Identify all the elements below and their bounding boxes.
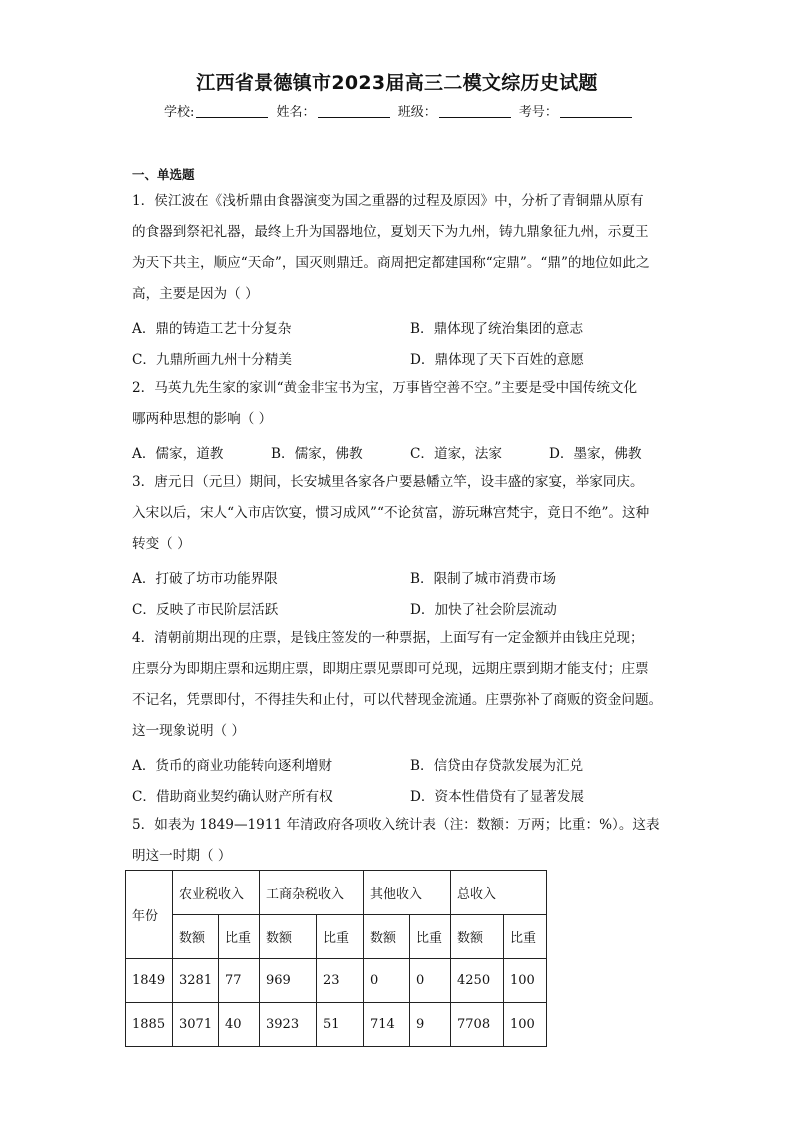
sub-header: 比重 [410,915,451,959]
table-cell: 7708 [451,1003,504,1047]
stem-line: 5．如表为 1849—1911 年清政府各项收入统计表（注：数额：万两；比重：%）。这表 [132,817,660,833]
q2-option-a[interactable]: A．儒家，道教 [132,446,224,462]
table-row [126,1003,547,1047]
table-cell: 77 [219,959,260,1003]
stem-line: 为天下共主，顺应“天命”，国灭则鼎迁。商周把定都建国称“定鼎”。“鼎”的地位如此之 [132,255,650,271]
stem-line: 明这一时期（ ） [132,848,232,864]
stem-line: 2．马英九先生家的家训“黄金非宝书为宝，万事皆空善不空。”主要是受中国传统文化 [132,380,638,396]
question-3-stem [132,467,664,560]
stem-line: 入宋以后，宋人“入市店饮宴，惯习成风”“不论贫富，游玩琳宫梵宇，竟日不绝”。这种 [132,505,650,521]
stem-line: 的食器到祭祀礼器，最终上升为国器地位，夏划天下为九州，铸九鼎象征九州，示夏王 [132,224,649,240]
q1-option-c[interactable]: C．九鼎所画九州十分精美 [132,352,292,368]
q4-option-b[interactable]: B．信贷由存贷款发展为汇兑 [410,758,584,774]
table-cell: 3071 [173,1003,219,1047]
q3-option-a[interactable]: A．打破了坊市功能界限 [132,571,278,587]
table-cell: 0 [364,959,410,1003]
stem-line: 3．唐元日（元旦）期间，长安城里各家各户要悬幡立竿，设丰盛的家宴，举家同庆。 [132,474,644,490]
class-label: 班级： [397,105,437,120]
question-2-stem [132,373,664,435]
stem-line: 1．侯江波在《浅析鼎由食器演变为国之重器的过程及原因》中，分析了青铜鼎从原有 [132,193,644,209]
table-cell: 0 [410,959,451,1003]
table-cell: 3281 [173,959,219,1003]
stem-line: 高，主要是因为（ ） [132,286,259,302]
sub-header: 比重 [504,915,547,959]
q2-option-d[interactable]: D．墨家，佛教 [549,446,642,462]
question-1-stem [132,186,664,310]
table-row [126,959,547,1003]
table-cell: 40 [219,1003,260,1047]
year-header: 年份 [126,871,173,959]
name-blank[interactable] [318,104,390,118]
page-title: 江西省景德镇市2023届高三二模文综历史试题 [196,72,598,94]
q4-option-c[interactable]: C．借助商业契约确认财产所有权 [132,789,333,805]
q2-option-c[interactable]: C．道家，法家 [410,446,502,462]
q2-option-b[interactable]: B．儒家，佛教 [271,446,363,462]
sub-header: 比重 [219,915,260,959]
q4-option-a[interactable]: A．货币的商业功能转向逐利增财 [132,758,333,774]
table-cell: 3923 [260,1003,317,1047]
school-label: 学校: [164,105,195,120]
table-cell: 1885 [126,1003,173,1047]
table-cell: 100 [504,959,547,1003]
table-cell: 9 [410,1003,451,1047]
section-heading: 一、单选题 [132,167,195,182]
group-header: 农业税收入 [173,871,260,915]
table-cell: 969 [260,959,317,1003]
sub-header: 数额 [260,915,317,959]
stem-line: 转变（ ） [132,536,191,552]
q4-option-d[interactable]: D．资本性借贷有了显著发展 [410,789,585,805]
stem-line: 不记名，凭票即付，不得挂失和止付，可以代替现金流通。庄票弥补了商贩的资金问题。 [132,692,663,708]
stem-line: 4．清朝前期出现的庄票，是钱庄签发的一种票据，上面写有一定金额并由钱庄兑现； [132,630,644,646]
stem-line: 哪两种思想的影响（ ） [132,411,273,427]
table-cell: 51 [317,1003,364,1047]
sub-header: 数额 [173,915,219,959]
class-blank[interactable] [439,104,511,118]
exam-number-blank[interactable] [560,104,632,118]
sub-header: 数额 [364,915,410,959]
revenue-table [125,870,547,1047]
q3-option-c[interactable]: C．反映了市民阶层活跃 [132,602,279,618]
question-5-stem [132,810,664,872]
student-info-line [164,101,636,120]
sub-header: 比重 [317,915,364,959]
question-4-stem [132,623,664,747]
name-label: 姓名： [276,105,316,120]
table-cell: 23 [317,959,364,1003]
stem-line: 这一现象说明（ ） [132,723,246,739]
q1-option-b[interactable]: B．鼎体现了统治集团的意志 [410,321,584,337]
stem-line: 庄票分为即期庄票和远期庄票，即期庄票见票即可兑现，远期庄票到期才能支付；庄票 [132,661,649,677]
school-blank[interactable] [196,104,268,118]
q3-option-d[interactable]: D．加快了社会阶层流动 [410,602,557,618]
group-header: 总收入 [451,871,547,915]
table-cell: 714 [364,1003,410,1047]
group-header: 其他收入 [364,871,451,915]
q3-option-b[interactable]: B．限制了城市消费市场 [410,571,556,587]
exam-number-label: 考号： [518,105,558,120]
group-header: 工商杂税收入 [260,871,364,915]
table-cell: 100 [504,1003,547,1047]
table-cell: 1849 [126,959,173,1003]
sub-header: 数额 [451,915,504,959]
table-cell: 4250 [451,959,504,1003]
q1-option-d[interactable]: D．鼎体现了天下百姓的意愿 [410,352,585,368]
q1-option-a[interactable]: A．鼎的铸造工艺十分复杂 [132,321,292,337]
